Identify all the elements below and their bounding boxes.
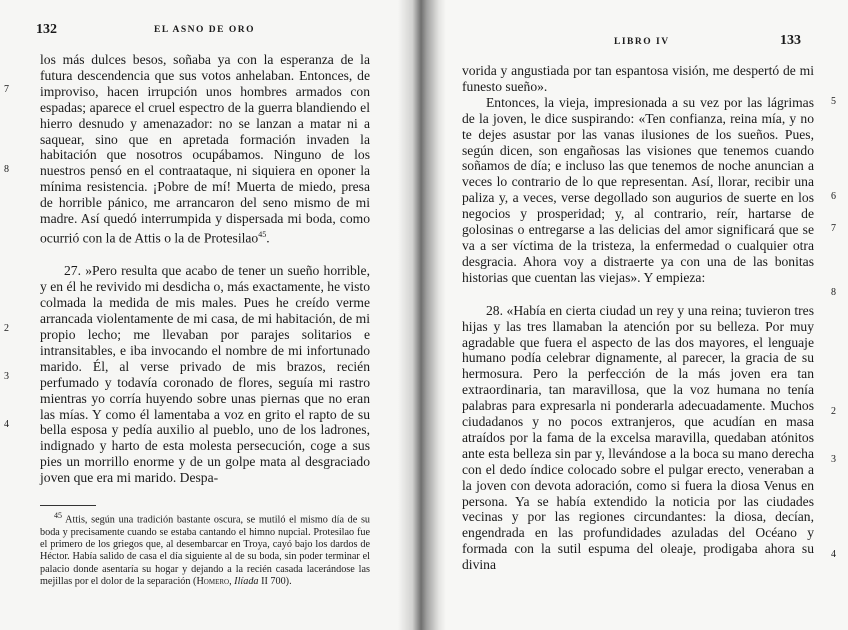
footnote-ref: 45	[258, 229, 267, 239]
margin-number: 7	[831, 223, 836, 234]
right-page	[418, 0, 848, 630]
margin-number: 4	[831, 549, 836, 560]
book-gutter-shadow	[398, 0, 446, 630]
margin-number: 6	[831, 191, 836, 202]
footnote-work: Ilíada	[234, 575, 259, 587]
paragraph: 27. »Pero resulta que acabo de tener un sueño horrible, y en él he revivido mi desdicha o, más exactamente, he visto colmada la medida de mis males. Pues he creído verme arrancada violentamente de mi casa, de mi habitación, de mi propio lecho; me llevaban por parajes solitarios e intransitables, e iba invocando el nombre de mi infortunado marido. Él, al verse privado de mis brazos, recién perfumado y todavía coronado de flores, seguía mi rastro mientras yo corría huyendo sobre unas piernas que no eran las mías. Y como él lamentaba a voz en grito el rapto de su bella esposa y pedía auxilio al pueblo, uno de los ladrones, indignado y harto de esta molesta persecución, coge a sus pies un morrillo enorme y de un golpe mata al desgraciado joven que era mi marido. Despa-	[40, 263, 370, 486]
left-page	[0, 0, 418, 630]
margin-number: 4	[4, 419, 9, 430]
page-number: 132	[36, 22, 57, 37]
paragraph: los más dulces besos, soñaba ya con la esperanza de la futura descendencia que sus votos anhelaban. Entonces, de improviso, hacen irrupción unos hombres armados con espadas; aparece el cruel espectro de la guerra blandiendo el hierro desnudo y amenazador: no se lanzan a matar ni a saquear, sino que en apretada formación invaden la habitación que nosotros ocupábamos. Ninguno de los nuestros pensó en el contraataque, ni siquiera en oponer la mínima resistencia. ¡Pobre de mí! Muerta de miedo, presa de horrible pánico, me arrancaron del seno mismo de mi madre. Así quedó interrumpida y dispersada mi boda, como ocurrió con la de Attis o la de Protesilao$^{45}$.	[40, 52, 370, 246]
body-text	[40, 52, 370, 486]
footnote-number: 45	[54, 511, 62, 520]
paragraph: vorida y angustiada por tan espantosa visión, me despertó de mi funesto sueño».	[462, 63, 814, 94]
footnote: $^{45}$ Attis, según una tradición bastante oscura, se mutiló el mismo día de su boda y precisamente cuando se estaba cantando el himno nupcial. Protesilao fue el primero de los griegos que, al desembarcar en Troya, cayó bajo los dardos de Héctor. Había salido de casa el día siguiente al de su boda, sin poder terminar el palacio donde asentaría su hogar y dejando a la recién casada lacerándose las mejillas por el dolor de la separación (Homero, Ilíada II 700).	[40, 511, 370, 587]
margin-number: 5	[831, 96, 836, 107]
margin-number: 2	[831, 406, 836, 417]
margin-number: 7	[4, 84, 9, 95]
margin-number: 3	[831, 454, 836, 465]
footnote-author: Homero	[196, 575, 230, 587]
paragraph: Entonces, la vieja, impresionada a su vez por las lágrimas de la joven, le dice suspirando: «Ten confianza, reina mía, y no te dejes asustar por las vanas ilusiones de los sueños. Pues, según dicen, son engañosas las visiones que tenemos cuando soñamos de día; e incluso las que tenemos de noche anuncian a veces lo contrario de lo que representan. Así, llorar, recibir una paliza y, a veces, verse degollado son augurios de suerte en los negocios y prosperidad; y, al contrario, reír, hartarse de golosinas o entregarse a las delicias del amor significará que se va a ser víctima de la tristeza, la enfermedad o cualquier otra desgracia. Ahora voy a distraerte ya con una de las bonitas historias que cuentan las viejas». Y empieza:	[462, 94, 814, 285]
body-text	[462, 63, 814, 573]
running-head: LIBRO IV	[614, 37, 670, 47]
margin-number: 2	[4, 323, 9, 334]
margin-number: 8	[4, 164, 9, 175]
margin-number: 3	[4, 371, 9, 382]
margin-number: 8	[831, 287, 836, 298]
footnote-rule	[40, 505, 96, 506]
paragraph: 28. «Había en cierta ciudad un rey y una reina; tuvieron tres hijas y las tres llamaban la atención por su belleza. Por muy agradable que fuera el aspecto de las dos mayores, el lenguaje humano podía celebrar dignamente, al parecer, la gracia de su hermosura. Pero la perfección de la más joven era tan extraordinaria, tan maravillosa, que la voz humana no tenía palabras para expresarla ni ponderarla adecuadamente. Muchos ciudadanos y no pocos extranjeros, que acudían en masa atraídos por la fama de la excelsa maravilla, quedaban atónitos ante esta belleza sin par y, llevándose a la boca su mano derecha con el dedo índice colocado sobre el pulgar erecto, veneraban a la joven con devota adoración, como si fuera la diosa Venus en persona. Ya se había extendido la noticia por las ciudades vecinas y por las regiones circundantes: la diosa, decían, engendrada en las profundidades azuladas del Océano y formada con la sutil espuma del oleaje, prodigaba ahora su divina	[462, 302, 814, 573]
running-head: EL ASNO DE ORO	[154, 25, 255, 35]
page-number: 133	[780, 33, 801, 48]
